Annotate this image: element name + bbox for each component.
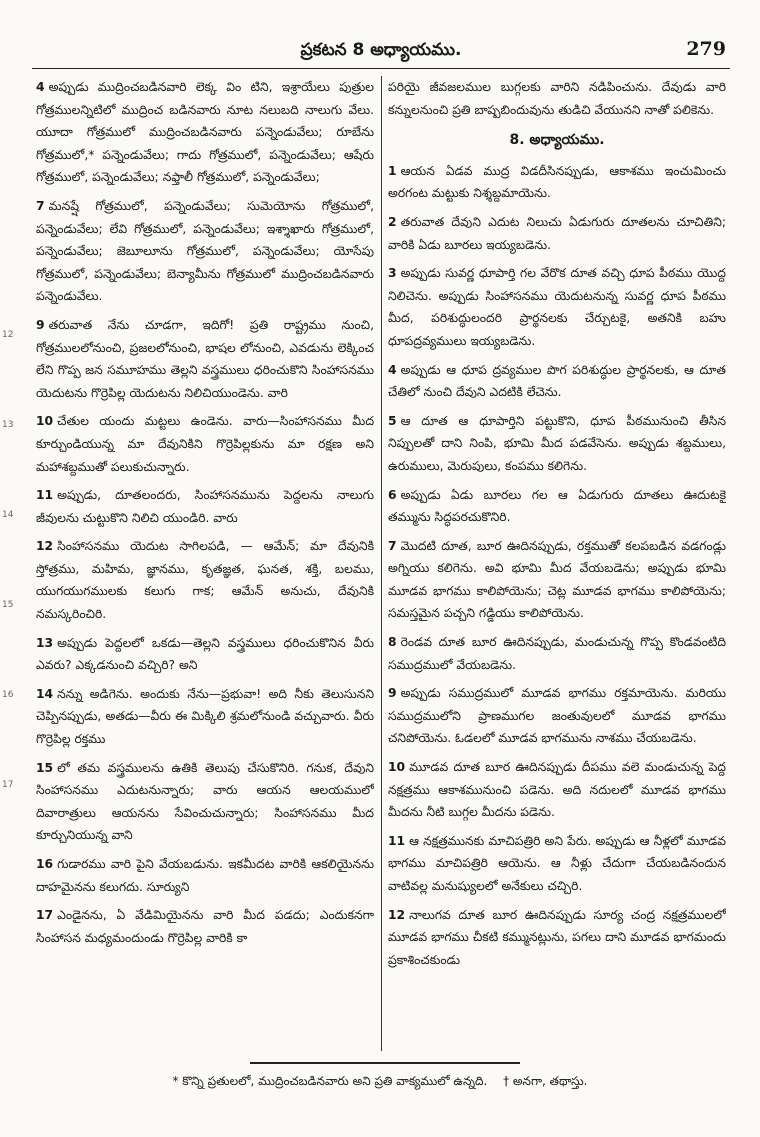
verse-paragraph bbox=[36, 76, 374, 189]
verse-paragraph bbox=[36, 484, 374, 529]
margin-mark: 12 bbox=[2, 330, 14, 340]
footnote-2: † అనగా, తథాస్తు. bbox=[503, 1074, 588, 1088]
running-title: ప్రకటన 8 అధ్యాయము. bbox=[300, 40, 462, 60]
page-number: 279 bbox=[686, 38, 726, 60]
verse-text: నాలుగవ దూత బూర ఊదినప్పుడు సూర్య చంద్ర నక్షత్రములలో మూడవ భాగము చీకటి కమ్మునట్లును, పగలు దాని మూడవ భాగమందు ప్రకాశించకుండు bbox=[388, 907, 726, 967]
verse-paragraph bbox=[36, 853, 374, 898]
text-columns bbox=[36, 76, 730, 1056]
verse-number: 12 bbox=[36, 539, 54, 554]
right-verses bbox=[388, 160, 726, 972]
verse-text: రెండవ దూత బూర ఊదినప్పుడు, మండుచున్న గొప్ప కొండవంటిది సముద్రములో వేయబడెను. bbox=[388, 635, 726, 672]
verse-number: 2 bbox=[388, 214, 397, 229]
verse-number: 1 bbox=[388, 163, 397, 178]
verse-paragraph bbox=[36, 904, 374, 949]
verse-paragraph bbox=[388, 535, 726, 625]
margin-mark: 16 bbox=[2, 690, 14, 700]
verse-text: మనష్షే గోత్రములో, పన్నెండువేలు; సుమెయోను గోత్రములో, పన్నెండువేలు; లేవి గోత్రములో, పన్నెండువేలు; ఇశ్శాఖారు గోత్రములో, పన్నెండువేలు; జెబూలూను గోత్రములో, పన్నెండువేలు; యోసేపు గోత్రములో, పన్నెండువేలు; బెన్యామీను గోత్రములో ముద్రించబడినవారు పన్నెండువేలు. bbox=[36, 198, 374, 304]
verse-paragraph bbox=[388, 830, 726, 898]
footnote-divider bbox=[250, 1062, 520, 1064]
column-divider bbox=[381, 76, 382, 1051]
margin-mark: 13 bbox=[2, 420, 14, 430]
verse-paragraph bbox=[388, 262, 726, 352]
verse-paragraph bbox=[36, 632, 374, 677]
verse-number: 11 bbox=[388, 833, 406, 848]
continuation-text: పరియై జీవజలముల బుగ్గలకు వారిని నడిపించును. దేవుడు వారి కన్నులనుంచి ప్రతి బాష్పబిందువును తుడిచి వేయునని నాతో పలికెను. bbox=[388, 80, 726, 117]
verse-text: అప్పుడు ఆ ధూప ద్రవ్యముల పొగ పరిశుద్ధుల ప్రార్థనలకు, ఆ దూత చేతిలో నుంచి దేవుని ఎదటికి లేచెను. bbox=[388, 362, 726, 400]
verse-text: అప్పుడు సముద్రములో మూడవ భాగము రక్తమాయెను. మరియు సముద్రములోని ప్రాణముగల జంతువులలో మూడవ భాగము చనిపోయెను. ఓడలలో మూడవ భాగమును నాశము చేయబడెను. bbox=[388, 686, 726, 746]
verse-number: 17 bbox=[36, 908, 54, 923]
verse-paragraph bbox=[388, 756, 726, 824]
verse-paragraph bbox=[36, 195, 374, 308]
binding-margin bbox=[0, 0, 22, 1137]
verse-paragraph bbox=[36, 535, 374, 625]
verse-paragraph bbox=[388, 484, 726, 529]
verse-number: 7 bbox=[36, 198, 45, 213]
verse-text: ఎండైనను, ఏ వేడిమియైనను వారి మీద పడదు; ఎందుకనగా సింహాసన మధ్యమందుండు గొర్రెపిల్ల వారికి కా bbox=[36, 908, 374, 945]
verse-number: 10 bbox=[388, 760, 406, 775]
verse-number: 9 bbox=[36, 317, 45, 332]
verse-text: ఆయన ఏడవ ముద్ర విడదీసినప్పుడు, ఆకాశము ఇంచుమించు అరగంట మట్టుకు నిశ్శబ్దమాయెను. bbox=[388, 163, 726, 201]
verse-text: తరువాత నేను చూడగా, ఇదిగో! ప్రతి రాష్ట్రము నుంచి, గోత్రములలోనుంచి, ప్రజలలోనుంచి, భాషల లోనుంచి, ఎవడును లెక్కించ లేని గొప్ప జన సమూహము తెల్లని వస్త్రములు ధరించుకొని సింహాసనము యెదుటను గొర్రెపిల్ల యెదుటను నిలిచియుండెను. వారి bbox=[36, 317, 374, 400]
verse-paragraph bbox=[388, 904, 726, 972]
verse-text: నన్ను అడిగెను. అందుకు నేను—ప్రభువా! అది నీకు తెలుసునని చెప్పినప్పుడు, అతడు—వీరు ఈ మిక్కిలి శ్రమలోనుండి వచ్చువారు. వీరు గొర్రెపిల్ల రక్తము bbox=[36, 686, 374, 747]
verse-paragraph bbox=[36, 683, 374, 751]
verse-paragraph bbox=[36, 314, 374, 404]
margin-mark: 17 bbox=[2, 780, 14, 790]
verse-number: 7 bbox=[388, 538, 397, 553]
verse-number: 4 bbox=[388, 362, 397, 377]
page-header bbox=[32, 36, 730, 69]
verse-number: 15 bbox=[36, 760, 54, 775]
verse-text: అప్పుడు సువర్ణ ధూపార్తి గల వేరొక దూత వచ్చి ధూప పీఠము యొద్ద నిలిచెను. అప్పుడు సింహాసనము యెదుటనున్న సువర్ణ ధూప పీఠము మీద, పరిశుద్ధులందరి ప్రార్థనలకు చేర్చుటకై, అతనికి బహు ధూపద్రవ్యములు ఇయ్యబడెను. bbox=[388, 266, 726, 348]
right-column bbox=[388, 76, 726, 1056]
verse-text: గుడారము వారి పైని వేయబడును. ఇకమీదట వారికి ఆకలియైనను దాహమైనను కలుగదు. సూర్యుని bbox=[36, 857, 374, 894]
verse-text: అప్పుడు ముద్రించబడినవారి లెక్క విం టిని, ఇశ్రాయేలు పుత్రుల గోత్రములన్నిటిలో ముద్రించ బడినవారు నూట నలుబది నాలుగు వేలు. యూదా గోత్రములో ముద్రించబడినవారు పన్నెండువేలు; రూబేను గోత్రములో,* పన్నెండువేలు; గాదు గోత్రములో, పన్నెండువేలు; ఆషేరు గోత్రములో, పన్నెండువేలు; నఫ్తాలీ గోత్రములో, పన్నెండువేలు; bbox=[36, 80, 374, 185]
verse-number: 12 bbox=[388, 907, 406, 922]
verse-paragraph bbox=[388, 211, 726, 256]
verse-text: అప్పుడు ఏడు బూరలు గల ఆ ఏడుగురు దూతలు ఊదుటకై తమ్మును సిద్ధపరచుకొనిరి. bbox=[388, 487, 726, 525]
verse-number: 13 bbox=[36, 635, 54, 650]
verse-text: సింహాసనము యెదుట సాగిలపడి, — ఆమేన్; మా దేవునికి స్తోత్రము, మహిమ, జ్ఞానము, కృతజ్ఞత, ఘనత, శక్తి, బలము, యుగయుగములకు కలుగు గాక; ఆమేన్ అనుచు, దేవునికి నమస్కరించిరి. bbox=[36, 539, 374, 622]
verse-paragraph bbox=[36, 410, 374, 478]
verse-paragraph bbox=[388, 410, 726, 478]
verse-number: 16 bbox=[36, 857, 54, 871]
verse-number: 9 bbox=[388, 686, 397, 701]
verse-text: చేతుల యందు మట్టలు ఉండెను. వారు—సింహాసనము మీద కూర్చుండియున్న మా దేవునికిని గొర్రెపిల్లకును మా రక్షణ అని మహాశబ్దముతో పలుకుచున్నారు. bbox=[36, 414, 374, 474]
verse-paragraph bbox=[388, 359, 726, 404]
footnote-1: * కొన్ని ప్రతులలో, ముద్రించబడినవారు అని ప్రతి వాక్యములో ఉన్నది. bbox=[172, 1074, 488, 1088]
verse-number: 6 bbox=[388, 487, 397, 502]
verse-paragraph bbox=[388, 160, 726, 205]
verse-number: 8 bbox=[388, 635, 397, 650]
verse-paragraph bbox=[36, 757, 374, 847]
verse-paragraph bbox=[388, 682, 726, 750]
margin-mark: 14 bbox=[2, 510, 14, 520]
verse-paragraph bbox=[388, 631, 726, 676]
verse-number: 4 bbox=[36, 80, 45, 94]
verse-number: 3 bbox=[388, 266, 397, 281]
verse-number: 11 bbox=[36, 488, 54, 503]
verse-text: మూడవ దూత బూర ఊదినప్పుడు దీపము వలె మండుచున్న పెద్ద నక్షత్రము ఆకాశమునుంచి పడెను. అది నదులలో మూడవ భాగము మీదను నీటి బుగ్గల మీదను పడెను. bbox=[388, 760, 726, 820]
verse-text: అప్పుడు పెద్దలలో ఒకడు—తెల్లని వస్త్రములు ధరించుకొనిన వీరు ఎవరు? ఎక్కడనుంచి వచ్చిరి? అని bbox=[36, 635, 374, 673]
verse-number: 5 bbox=[388, 413, 397, 428]
verse-text: ఆ నక్షత్రమునకు మాచిపత్రిరి అని పేరు. అప్పుడు ఆ నీళ్లలో మూడవ భాగము మాచిపత్రిరి ఆయెను. ఆ నీళ్లు చేదుగా చేయబడినందున వాటివల్ల మనుష్యులలో అనేకులు చచ్చిరి. bbox=[388, 833, 726, 893]
verse-text: అప్పుడు, దూతలందరు, సింహాసనమును పెద్దలను నాలుగు జీవులను చుట్టుకొని నిలిచి యుండిరి. వారు bbox=[36, 488, 374, 525]
verse-number: 10 bbox=[36, 414, 54, 429]
chapter-heading: 8. అధ్యాయము. bbox=[509, 132, 605, 149]
verse-text: తరువాత దేవుని ఎదుట నిలుచు ఏడుగురు దూతలను చూచితిని; వారికి ఏడు బూరలు ఇయ్యబడెను. bbox=[388, 214, 726, 252]
margin-mark: 15 bbox=[2, 600, 14, 610]
verse-number: 14 bbox=[36, 686, 54, 701]
left-column bbox=[36, 76, 374, 1056]
verse-text: లో తమ వస్త్రములను ఉతికి తెలుపు చేసుకొనిరి. గనుక, దేవుని సింహాసనము ఎదుటనున్నారు; వారు ఆయన ఆలయములో దివారాత్రులు ఆయనను సేవించుచున్నారు; సింహాసనము మీద కూర్చునియున్న వాని bbox=[36, 760, 374, 843]
verse-text: ఆ దూత ఆ ధూపార్తిని పట్టుకొని, ధూప పీఠమునుంచి తీసిన నిప్పులతో దాని నింపి, భూమి మీద పడవేసెను. అప్పుడు శబ్దములు, ఉరుములు, మెరుపులు, కంపము కలిగెను. bbox=[388, 413, 726, 473]
verse-text: మొదటి దూత, బూర ఊదినప్పుడు, రక్తముతో కలపబడిన వడగండ్లు అగ్నియు కలిగెను. అవి భూమి మీద వేయబడెను; అప్పుడు భూమి మూడవ భాగము కాలిపోయెను; చెట్ల మూడవ భాగము కాలిపోయెను; సమస్తమైన పచ్చని గడ్డియు కాలిపోయెను. bbox=[388, 538, 726, 621]
footnotes bbox=[40, 1074, 720, 1091]
